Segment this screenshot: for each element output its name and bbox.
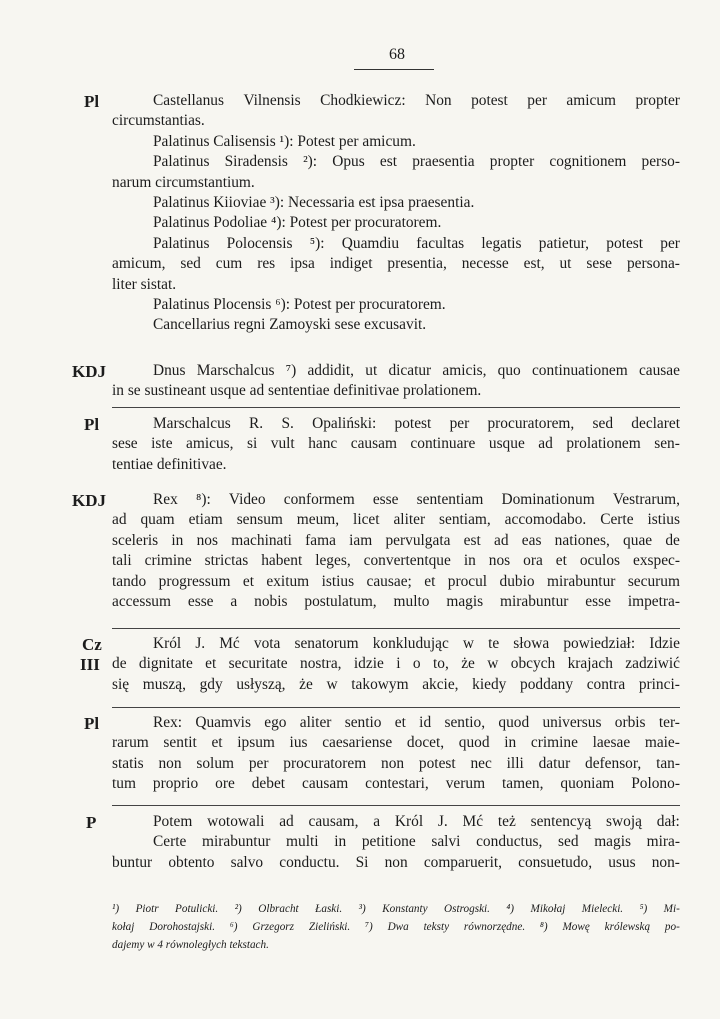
section-separator — [112, 805, 680, 806]
text-line: narum circumstantium. — [112, 173, 255, 191]
section-text — [112, 361, 680, 402]
text-line: in se sustineant usque ad sententiae definitivae prolationem. — [112, 382, 482, 400]
section-siglum — [84, 714, 99, 734]
text-line: Cancellarius regni Zamoyski sese excusavit. — [153, 316, 427, 334]
text-line: tum proprio ore debet causam contestari, verum tamen, quoniam Polono- — [112, 775, 680, 793]
text-line: Palatinus Polocensis ⁵): Quamdiu facultas legatis patietur, potest per — [153, 234, 680, 252]
section-siglum — [72, 362, 106, 382]
siglum-text: III — [80, 655, 100, 674]
siglum-text: Pl — [84, 92, 100, 111]
footnote-line: dajemy w 4 równoległych tekstach. — [112, 939, 269, 951]
siglum-text: Pl — [84, 415, 100, 434]
text-line: Palatinus Podoliae ⁴): Potest per procuratorem. — [153, 214, 442, 232]
section-siglum — [84, 92, 99, 112]
text-line: liter sistat. — [112, 275, 177, 293]
section-text — [112, 91, 680, 336]
siglum-text: KDJ — [72, 362, 106, 381]
text-line: tando progressum et exitum istius causae; et procul dubio mirabuntur securum — [112, 572, 680, 590]
text-line: buntur obtento salvo conductu. Si non comparuerit, consuetudo, usus non- — [112, 853, 680, 871]
text-line: Rex ⁸): Video conformem esse sententiam Dominationum Vestrarum, — [153, 491, 680, 508]
section-text — [112, 490, 680, 612]
text-line: accessum esse a nobis postulatum, multo magis mirabuntur esse impetra- — [112, 592, 680, 610]
section-siglum — [84, 415, 99, 435]
text-line: sese iste amicus, si vult hanc causam continuare usque ad prolationem sen- — [112, 435, 680, 453]
text-line: Castellanus Vilnensis Chodkiewicz: Non potest per amicum propter — [153, 92, 680, 109]
page-number: 68 — [389, 46, 405, 63]
text-line: amicum, sed cum res ipsa indiget presentia, necesse est, ut sese persona- — [112, 255, 680, 273]
text-line: de dignitate et securitate nostra, idzie i o to, że w obcych krajach zadziwić — [112, 655, 680, 673]
footnotes — [112, 900, 680, 954]
text-line: Palatinus Siradensis ²): Opus est praesentia propter cognitionem perso- — [153, 153, 680, 171]
text-line: Marschalcus R. S. Opaliński: potest per procuratorem, sed declaret — [153, 415, 680, 432]
siglum-text: KDJ — [72, 491, 106, 510]
siglum-text: Pl — [84, 714, 100, 733]
text-line: Certe mirabuntur multi in petitione salvi conductus, sed magis mira- — [153, 833, 680, 851]
section-siglum — [86, 813, 96, 833]
text-line: się muszą, gdy usłyszą, że w takowym akcie, kiedy poddany contra princi- — [112, 675, 680, 693]
section-siglum — [82, 635, 102, 675]
section-text — [112, 812, 680, 873]
text-line: Rex: Quamvis ego aliter sentio et id sentio, quod universus orbis ter- — [153, 714, 680, 731]
section-separator — [112, 707, 680, 708]
text-line: ad quam etiam sensum meum, licet aliter sentiam, accomodabo. Certe istius — [112, 511, 680, 529]
text-line: rarum sentit et ipsum ius caesariense docet, quod in crimine laesae maie- — [112, 734, 680, 752]
page-number-rule — [354, 69, 434, 70]
text-line: Potem wotowali ad causam, a Król J. Mć też sentencyą swoją dał: — [153, 813, 680, 830]
section-text — [112, 713, 680, 795]
section-separator — [112, 407, 680, 408]
section-text — [112, 414, 680, 475]
text-line: tentiae definitivae. — [112, 455, 227, 473]
footnote-line: kołaj Dorohostajski. ⁶) Grzegorz Zieliński. ⁷) Dwa teksty równorzędne. ⁸) Mowę królewską po- — [112, 921, 680, 933]
text-line: Palatinus Plocensis ⁶): Potest per procuratorem. — [153, 295, 446, 313]
text-line: sceleris in nos machinati fama iam pervulgata est ad eas nationes, quae de — [112, 531, 680, 549]
footnote-line: ¹) Piotr Potulicki. ²) Olbracht Łaski. ³) Konstanty Ostrogski. ⁴) Mikołaj Mielecki. ⁵) Mi- — [112, 903, 680, 915]
text-line: statis non solum per procuratorem non potest nec illi datur defensor, tan- — [112, 754, 680, 772]
section-siglum — [72, 491, 106, 511]
text-line: Dnus Marschalcus ⁷) addidit, ut dicatur amicis, quo continuationem causae — [153, 362, 680, 379]
siglum-text: P — [86, 813, 97, 832]
text-line: circumstantias. — [112, 112, 205, 130]
siglum-text: Cz — [82, 635, 102, 654]
section-text — [112, 634, 680, 695]
text-line: Palatinus Calisensis ¹): Potest per amicum. — [153, 132, 416, 150]
section-separator — [112, 628, 680, 629]
text-line: tali crimine strictas habent leges, convertentque in nos ora et oculos exspec- — [112, 552, 680, 570]
text-line: Palatinus Kiioviae ³): Necessaria est ipsa praesentia. — [153, 193, 475, 211]
text-line: Król J. Mć vota senatorum konkludując w te słowa powiedział: Idzie — [153, 635, 680, 652]
